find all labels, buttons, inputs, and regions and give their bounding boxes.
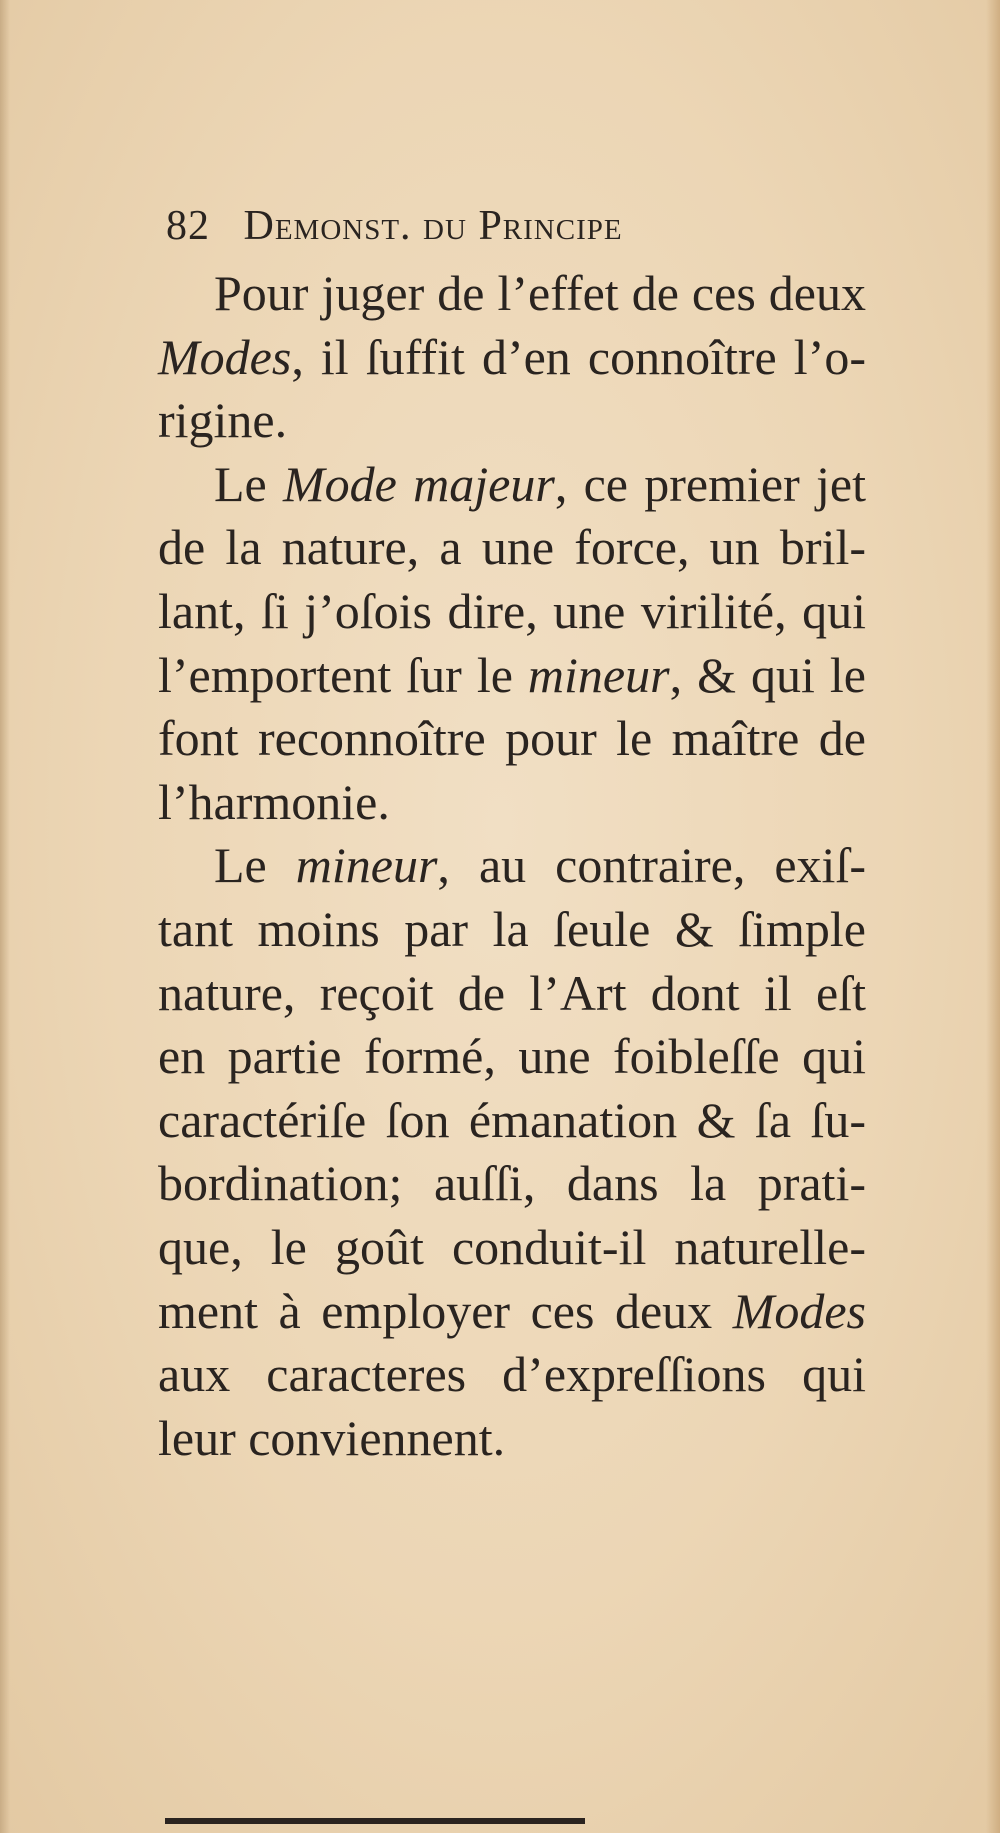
- text-run: aux caracteres d’expreſſions qui: [158, 1346, 866, 1403]
- running-head: Demonst. du Principe: [243, 203, 623, 249]
- text-run: , & qui le: [669, 646, 866, 703]
- text-run: l’harmonie.: [158, 773, 390, 830]
- text-line: [158, 1407, 866, 1471]
- text-line: [158, 707, 866, 771]
- text-line: [158, 898, 866, 962]
- text-line: [158, 834, 866, 898]
- text-run: nature, reçoit de l’Art dont il eſt: [158, 964, 866, 1021]
- page-edge-shadow-left: [0, 0, 10, 1833]
- text-run: rigine.: [158, 392, 288, 449]
- text-run: en partie formé, une foibleſſe qui: [158, 1028, 866, 1085]
- text-line: [158, 580, 866, 644]
- text-line: [158, 1089, 866, 1153]
- text-line: [158, 453, 866, 517]
- text-run: Le: [214, 837, 296, 894]
- text-run: Le: [214, 455, 284, 512]
- text-run: ment à employer ces deux: [158, 1282, 733, 1339]
- text-run: bordination; auſſi, dans la prati-: [158, 1155, 866, 1212]
- text-run: Pour juger de l’effet de ces deux: [214, 265, 866, 321]
- italic-text: mineur: [295, 837, 438, 894]
- text-run: l’emportent ſur le: [158, 646, 528, 703]
- body-text: [158, 262, 866, 1470]
- italic-text: Modes: [732, 1282, 866, 1339]
- text-line: [158, 1152, 866, 1216]
- text-line: [158, 1025, 866, 1089]
- text-run: , ce premier jet: [554, 455, 866, 512]
- page-edge-shadow-right: [986, 0, 1000, 1833]
- text-line: [158, 1280, 866, 1344]
- italic-text: Modes: [158, 328, 292, 385]
- page-number: 82: [166, 203, 210, 249]
- text-line: [158, 644, 866, 708]
- text-line: [158, 962, 866, 1026]
- text-line: [158, 326, 866, 390]
- text-run: , il ſuffit d’en connoître l’o-: [291, 328, 866, 385]
- text-line: [158, 516, 866, 580]
- text-line: [158, 771, 866, 835]
- text-run: de la nature, a une force, un bril-: [158, 519, 866, 576]
- italic-text: mineur: [527, 646, 670, 703]
- text-run: caractériſe ſon émanation & ſa ſu-: [158, 1091, 866, 1148]
- paragraph: [158, 262, 866, 453]
- text-line: [158, 389, 866, 453]
- italic-text: Mode majeur: [283, 455, 555, 512]
- text-run: leur conviennent.: [158, 1409, 506, 1466]
- text-run: font reconnoître pour le maître de: [158, 710, 866, 767]
- text-run: tant moins par la ſeule & ſimple: [158, 900, 866, 957]
- page-header: [166, 198, 806, 254]
- text-run: , au contraire, exiſ-: [437, 837, 866, 894]
- text-run: lant, ſi j’oſois dire, une virilité, qui: [158, 582, 866, 639]
- text-line: [158, 1343, 866, 1407]
- bottom-rule: [165, 1818, 585, 1824]
- paragraph: [158, 834, 866, 1470]
- paragraph: [158, 453, 866, 835]
- text-run: que, le goût conduit-il naturelle-: [158, 1218, 866, 1275]
- text-line: [158, 1216, 866, 1280]
- text-line: [158, 262, 866, 326]
